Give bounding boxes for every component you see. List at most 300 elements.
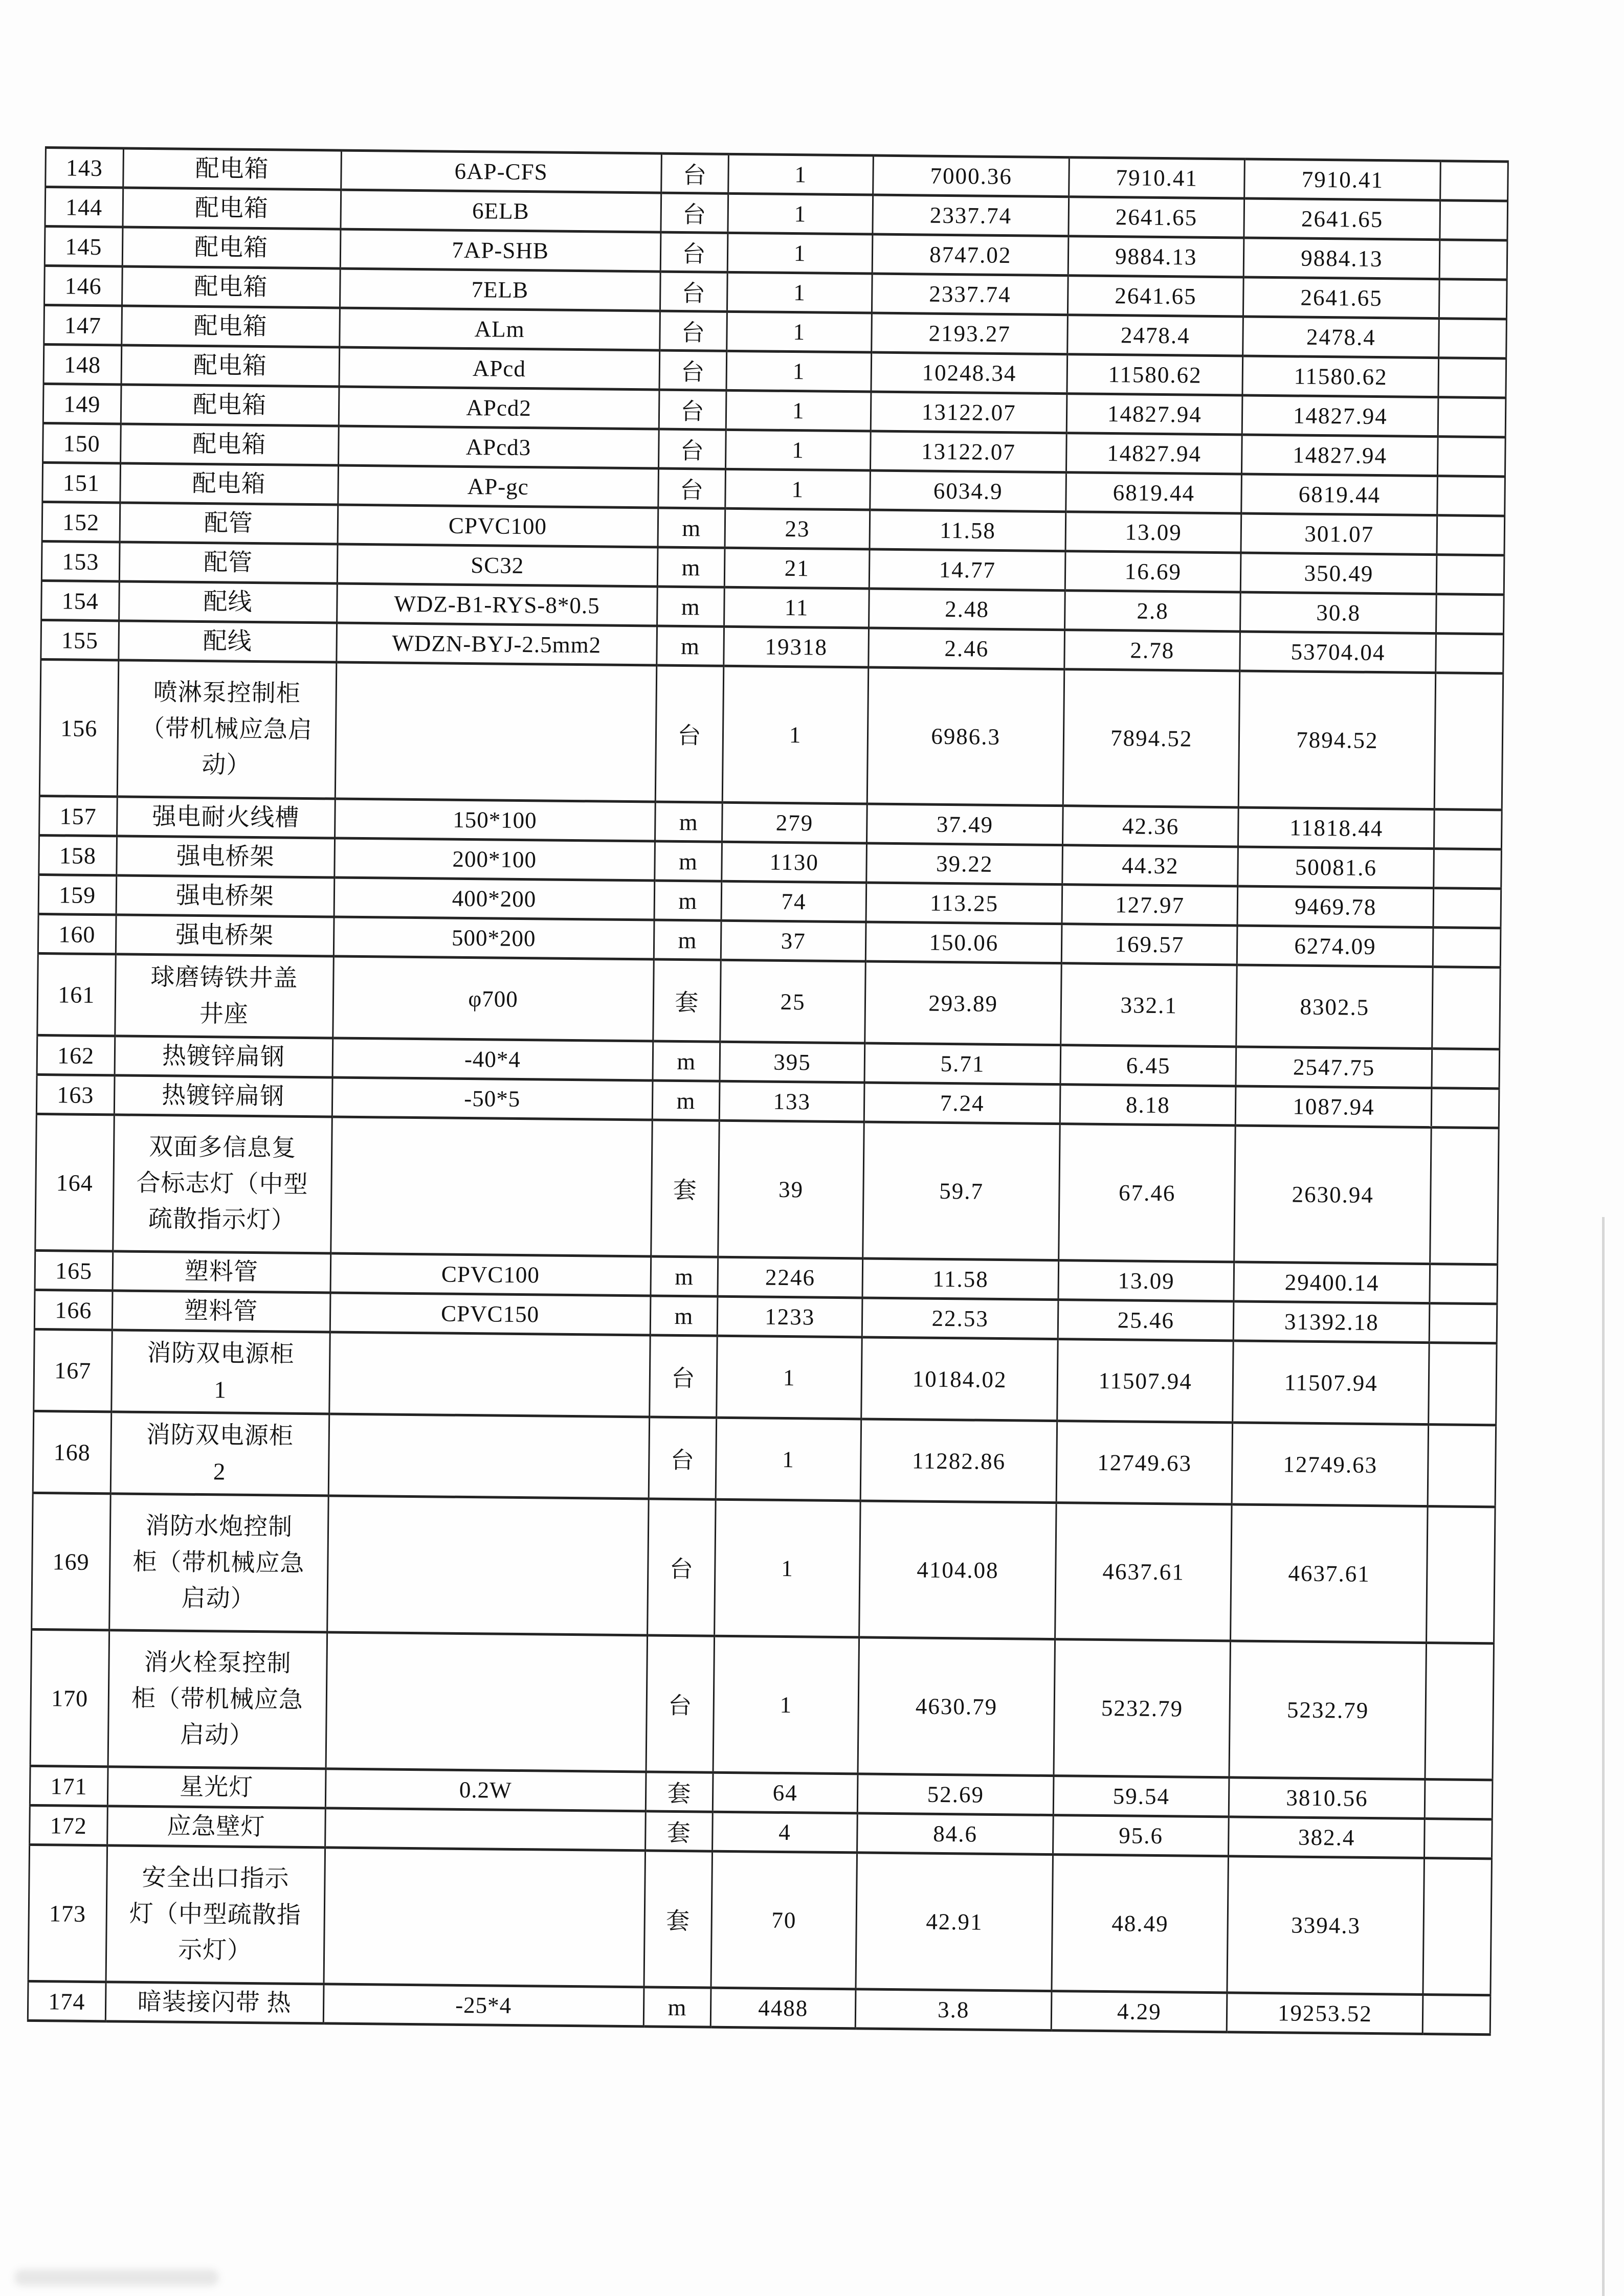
cell-qty: 1 — [727, 272, 873, 313]
cell-amount: 9469.78 — [1237, 886, 1434, 928]
cell-price-adj: 169.57 — [1062, 924, 1238, 965]
cell-spec: CPVC100 — [338, 505, 658, 547]
cell-spec: 6ELB — [340, 190, 661, 232]
table-row — [34, 1329, 1497, 1425]
cell-price: 10184.02 — [861, 1337, 1058, 1421]
cell-name: 配线 — [119, 581, 337, 623]
cell-price-adj: 2478.4 — [1067, 315, 1243, 356]
cell-name: 配电箱 — [122, 227, 341, 268]
cell-spec: AP-gc — [338, 465, 658, 508]
cell-qty: 21 — [724, 548, 870, 589]
cell-price: 13122.07 — [871, 431, 1067, 472]
cell-blank — [1439, 319, 1506, 358]
table-row — [30, 1629, 1494, 1780]
cell-name: 应急壁灯 — [107, 1806, 325, 1848]
cell-blank — [1423, 1858, 1492, 1995]
cell-no: 157 — [39, 796, 117, 836]
table-row — [28, 1844, 1492, 1995]
cell-blank — [1440, 161, 1508, 201]
cell-no: 153 — [41, 541, 119, 581]
cell-amount: 350.49 — [1241, 553, 1437, 594]
cell-no: 167 — [34, 1329, 112, 1411]
cell-price-adj: 11507.94 — [1057, 1339, 1234, 1423]
cell-blank — [1432, 1049, 1499, 1089]
cell-no: 150 — [43, 423, 121, 463]
cell-spec: WDZ-B1-RYS-8*0.5 — [337, 583, 657, 626]
cell-unit: m — [655, 802, 722, 842]
cell-unit: 套 — [651, 1120, 719, 1257]
cell-qty: 1233 — [717, 1296, 862, 1337]
cell-qty: 39 — [718, 1120, 864, 1258]
cell-qty: 1 — [727, 311, 872, 352]
cell-unit: 台 — [660, 232, 728, 272]
cell-name: 球磨铸铁井盖 井座 — [115, 954, 333, 1038]
cell-spec — [335, 662, 657, 802]
cell-price: 11.58 — [862, 1258, 1059, 1300]
cell-amount: 3394.3 — [1227, 1856, 1425, 1995]
cell-spec: 7AP-SHB — [340, 229, 661, 272]
cell-no: 159 — [38, 874, 116, 914]
cell-name: 消防双电源柜 2 — [110, 1412, 329, 1496]
cell-name: 配线 — [118, 621, 337, 662]
cell-price-adj: 16.69 — [1065, 551, 1241, 592]
cell-qty: 25 — [720, 960, 866, 1043]
cell-amount: 2547.75 — [1236, 1047, 1432, 1088]
cell-unit: 台 — [655, 665, 724, 802]
cell-price: 293.89 — [865, 961, 1062, 1045]
cell-spec: 200*100 — [334, 838, 655, 881]
cell-amount: 11818.44 — [1238, 807, 1435, 849]
cell-price-adj: 59.54 — [1054, 1776, 1230, 1817]
cell-qty: 1 — [716, 1417, 861, 1501]
cell-name: 配电箱 — [120, 424, 339, 465]
cell-price: 4104.08 — [859, 1501, 1057, 1639]
cell-price-adj: 4.29 — [1051, 1991, 1227, 2032]
cell-price-adj: 8.18 — [1060, 1085, 1236, 1126]
cell-price-adj: 14827.94 — [1066, 433, 1242, 474]
cell-blank — [1433, 928, 1501, 967]
cell-amount: 7894.52 — [1239, 671, 1436, 809]
cell-no: 147 — [44, 305, 122, 345]
cell-amount: 7910.41 — [1244, 159, 1441, 200]
cell-unit: 套 — [646, 1772, 713, 1812]
cell-price-adj: 2641.65 — [1068, 276, 1244, 317]
cell-spec: 150*100 — [335, 799, 655, 841]
cell-spec: 0.2W — [325, 1769, 646, 1811]
cell-no: 145 — [45, 227, 122, 266]
cell-qty: 37 — [721, 920, 866, 961]
cell-amount: 8302.5 — [1236, 965, 1433, 1049]
cell-name: 强电桥架 — [116, 875, 335, 917]
scan-smudge — [14, 2269, 219, 2286]
cell-name: 喷淋泵控制柜 （带机械应急启 动） — [117, 660, 337, 799]
cell-unit: m — [651, 1256, 718, 1296]
cell-unit: 套 — [653, 959, 721, 1042]
cell-blank — [1433, 888, 1501, 928]
cell-unit: 台 — [661, 193, 728, 233]
cell-unit: 台 — [649, 1335, 717, 1417]
cell-name: 配电箱 — [121, 306, 340, 347]
cell-price: 10248.34 — [871, 352, 1067, 394]
cell-qty: 1 — [717, 1336, 862, 1419]
cell-qty: 23 — [725, 508, 870, 549]
cell-amount: 4637.61 — [1231, 1504, 1428, 1643]
cell-qty: 1 — [728, 193, 873, 234]
table-row — [32, 1493, 1495, 1643]
cell-price: 2.48 — [869, 589, 1065, 630]
cell-no: 173 — [28, 1844, 107, 1982]
cell-blank — [1430, 1303, 1497, 1343]
cell-unit: 台 — [659, 311, 727, 351]
cell-blank — [1435, 673, 1503, 810]
cell-price-adj: 13.09 — [1065, 512, 1241, 553]
cell-blank — [1425, 1643, 1494, 1780]
cell-spec: -50*5 — [332, 1077, 653, 1120]
cell-blank — [1434, 849, 1501, 889]
cell-no: 172 — [30, 1805, 107, 1845]
cell-spec: WDZN-BYJ-2.5mm2 — [336, 623, 657, 665]
cell-spec: 7ELB — [340, 268, 660, 311]
cell-no: 164 — [35, 1114, 114, 1251]
cell-unit: 台 — [660, 272, 727, 311]
cell-spec: 500*200 — [333, 917, 654, 959]
cell-qty: 74 — [721, 881, 866, 922]
cell-price-adj: 48.49 — [1052, 1855, 1229, 1993]
cell-price-adj: 7894.52 — [1063, 669, 1240, 807]
cell-price-adj: 14827.94 — [1066, 394, 1242, 435]
cell-unit: m — [643, 1987, 711, 2027]
cell-spec — [329, 1332, 650, 1417]
cell-name: 配电箱 — [120, 463, 338, 505]
cell-spec: -40*4 — [332, 1038, 653, 1081]
cell-amount: 2641.65 — [1244, 198, 1440, 240]
cell-qty: 1 — [727, 233, 873, 274]
cell-name: 消火栓泵控制 柜（带机械应急 启动） — [108, 1630, 327, 1769]
cell-price-adj: 2.8 — [1065, 591, 1241, 632]
cell-unit: m — [657, 587, 724, 626]
cell-qty: 1 — [726, 351, 872, 392]
cell-qty: 279 — [722, 802, 867, 843]
cell-qty: 1 — [728, 154, 874, 195]
cell-qty: 4488 — [710, 1988, 856, 2029]
cell-no: 149 — [43, 384, 121, 423]
cell-name: 配电箱 — [123, 148, 341, 190]
cell-no: 158 — [39, 835, 117, 875]
cell-price: 7000.36 — [873, 155, 1070, 197]
cell-price: 39.22 — [866, 843, 1063, 885]
cell-unit: m — [650, 1296, 718, 1336]
cell-qty: 395 — [720, 1042, 865, 1083]
cell-price: 2.46 — [869, 628, 1065, 669]
cell-amount: 2641.65 — [1243, 277, 1440, 319]
cell-name: 强电桥架 — [116, 836, 335, 877]
cell-price: 84.6 — [857, 1813, 1054, 1855]
cell-unit: m — [654, 841, 722, 881]
cell-price-adj: 2641.65 — [1069, 197, 1244, 238]
cell-spec: 400*200 — [334, 877, 655, 920]
cell-name: 配电箱 — [121, 345, 340, 387]
cell-price: 59.7 — [863, 1122, 1060, 1260]
cell-price: 22.53 — [862, 1298, 1058, 1339]
cell-qty: 19318 — [724, 626, 869, 667]
cell-price-adj: 2.78 — [1064, 630, 1240, 671]
cell-name: 配管 — [119, 542, 338, 583]
cell-blank — [1436, 594, 1504, 634]
cell-no: 156 — [39, 659, 118, 796]
boq-items-table — [27, 146, 1509, 2036]
cell-price: 52.69 — [857, 1774, 1054, 1815]
cell-price: 2337.74 — [872, 274, 1069, 315]
cell-amount: 1087.94 — [1236, 1086, 1432, 1128]
cell-spec — [325, 1808, 646, 1851]
cell-price: 3.8 — [855, 1989, 1052, 2031]
cell-price: 11282.86 — [860, 1419, 1057, 1503]
cell-price-adj: 95.6 — [1053, 1815, 1229, 1856]
table-body — [28, 148, 1508, 2035]
cell-price: 6034.9 — [870, 470, 1066, 512]
cell-spec — [326, 1632, 648, 1772]
cell-blank — [1429, 1343, 1497, 1425]
cell-no: 144 — [45, 187, 123, 227]
cell-price: 113.25 — [866, 883, 1062, 924]
cell-price-adj: 6819.44 — [1066, 472, 1242, 513]
cell-price-adj: 5232.79 — [1054, 1639, 1231, 1777]
cell-qty: 1 — [726, 430, 871, 470]
cell-name: 热镀锌扁钢 — [114, 1075, 332, 1117]
cell-price-adj: 12749.63 — [1056, 1421, 1233, 1504]
cell-amount: 5232.79 — [1229, 1641, 1427, 1780]
cell-blank — [1437, 515, 1504, 555]
cell-amount: 3810.56 — [1229, 1777, 1426, 1819]
cell-spec — [327, 1496, 649, 1635]
cell-spec — [330, 1117, 652, 1256]
cell-no: 160 — [38, 914, 116, 954]
cell-name: 热镀锌扁钢 — [115, 1036, 333, 1077]
cell-unit: 台 — [646, 1635, 715, 1772]
cell-amount: 14827.94 — [1242, 435, 1438, 476]
cell-name: 配电箱 — [123, 188, 341, 229]
cell-price: 150.06 — [865, 922, 1062, 963]
cell-qty: 64 — [713, 1772, 858, 1813]
cell-spec: APcd2 — [339, 387, 659, 429]
cell-name: 配管 — [120, 503, 338, 544]
cell-unit: m — [654, 920, 721, 960]
cell-qty: 70 — [711, 1851, 857, 1989]
cell-blank — [1438, 397, 1506, 437]
cell-amount: 11507.94 — [1233, 1341, 1430, 1425]
table-row — [35, 1114, 1499, 1264]
cell-blank — [1439, 279, 1507, 319]
cell-no: 154 — [41, 580, 119, 620]
cell-name: 暗装接闪带 热 — [105, 1982, 324, 2023]
cell-price-adj: 9884.13 — [1068, 236, 1244, 277]
table-row — [37, 953, 1500, 1049]
cell-price-adj: 67.46 — [1059, 1124, 1236, 1262]
cell-qty: 1 — [722, 666, 869, 804]
cell-no: 161 — [37, 953, 116, 1036]
cell-spec: APcd3 — [338, 426, 659, 468]
cell-price: 5.71 — [864, 1043, 1061, 1085]
cell-blank — [1434, 809, 1502, 849]
cell-amount: 31392.18 — [1234, 1301, 1430, 1343]
cell-unit: m — [653, 1041, 720, 1081]
table-row — [33, 1411, 1496, 1506]
cell-blank — [1430, 1264, 1497, 1304]
cell-no: 163 — [36, 1074, 114, 1114]
cell-price-adj: 127.97 — [1062, 885, 1238, 926]
cell-spec: 6AP-CFS — [341, 150, 661, 193]
cell-blank — [1432, 967, 1500, 1049]
cell-price-adj: 42.36 — [1063, 806, 1239, 847]
scanner-edge-line — [1602, 1217, 1605, 2296]
cell-price: 2337.74 — [873, 195, 1069, 236]
cell-amount: 53704.04 — [1240, 632, 1436, 673]
cell-qty: 1 — [713, 1636, 859, 1774]
cell-blank — [1438, 437, 1505, 477]
cell-amount: 30.8 — [1240, 592, 1437, 634]
cell-price-adj: 6.45 — [1060, 1045, 1236, 1086]
cell-no: 152 — [42, 502, 120, 542]
cell-unit: 套 — [645, 1811, 713, 1851]
table-row — [39, 659, 1503, 809]
cell-unit: 台 — [658, 468, 725, 508]
cell-no: 146 — [45, 266, 122, 306]
cell-price: 13122.07 — [871, 392, 1067, 433]
cell-qty: 1 — [726, 390, 871, 431]
cell-amount: 11580.62 — [1242, 356, 1439, 397]
cell-blank — [1423, 1995, 1490, 2035]
cell-spec: CPVC100 — [330, 1253, 651, 1296]
cell-name: 双面多信息复 合标志灯（中型 疏散指示灯） — [113, 1115, 332, 1253]
cell-price: 11.58 — [870, 510, 1066, 551]
cell-blank — [1432, 1088, 1499, 1128]
cell-no: 148 — [43, 344, 121, 384]
cell-price: 37.49 — [867, 804, 1063, 845]
cell-amount: 29400.14 — [1234, 1262, 1430, 1303]
cell-unit: 台 — [661, 153, 728, 193]
cell-price: 2193.27 — [872, 313, 1068, 354]
cell-no: 143 — [46, 148, 123, 188]
cell-price-adj: 4637.61 — [1055, 1503, 1232, 1641]
cell-blank — [1436, 634, 1503, 673]
cell-unit: 套 — [644, 1851, 713, 1988]
cell-qty: 1 — [725, 469, 871, 510]
cell-price-adj: 7910.41 — [1069, 157, 1245, 198]
cell-blank — [1437, 476, 1505, 516]
cell-qty: 1130 — [722, 842, 867, 883]
cell-name: 强电桥架 — [116, 915, 334, 956]
cell-amount: 12749.63 — [1232, 1423, 1429, 1506]
cell-name: 消防双电源柜 1 — [111, 1330, 330, 1414]
cell-amount: 6819.44 — [1241, 474, 1438, 515]
cell-amount: 301.07 — [1241, 513, 1437, 555]
cell-blank — [1438, 358, 1506, 398]
cell-no: 168 — [33, 1411, 111, 1493]
cell-spec: -25*4 — [323, 1984, 644, 2027]
cell-price-adj: 13.09 — [1058, 1260, 1234, 1301]
cell-amount: 9884.13 — [1243, 238, 1440, 279]
cell-blank — [1425, 1819, 1492, 1859]
cell-price: 6986.3 — [867, 667, 1064, 806]
cell-qty: 1 — [715, 1499, 861, 1637]
cell-price: 42.91 — [856, 1853, 1053, 1991]
cell-price-adj: 332.1 — [1061, 963, 1237, 1047]
cell-price: 7.24 — [864, 1083, 1060, 1124]
cell-name: 星光灯 — [107, 1767, 326, 1808]
cell-name: 塑料管 — [113, 1251, 331, 1293]
cell-spec: APcd — [339, 347, 660, 390]
cell-no: 166 — [34, 1290, 112, 1330]
cell-no: 162 — [37, 1035, 115, 1075]
cell-no: 174 — [28, 1981, 105, 2021]
cell-unit: 台 — [647, 1499, 716, 1636]
cell-amount: 19253.52 — [1227, 1993, 1423, 2034]
cell-blank — [1428, 1425, 1496, 1507]
cell-amount: 382.4 — [1229, 1817, 1425, 1858]
cell-blank — [1430, 1128, 1499, 1265]
cell-spec — [324, 1848, 646, 1987]
cell-price-adj: 44.32 — [1062, 845, 1238, 886]
cell-unit: m — [652, 1081, 720, 1120]
cell-blank — [1427, 1506, 1495, 1644]
cell-amount: 6274.09 — [1237, 926, 1434, 967]
cell-unit: 台 — [649, 1417, 717, 1499]
cell-spec: CPVC150 — [330, 1293, 651, 1335]
cell-unit: m — [656, 626, 724, 666]
cell-unit: 台 — [659, 350, 727, 390]
cell-amount: 2630.94 — [1234, 1126, 1432, 1264]
cell-qty: 133 — [719, 1081, 864, 1122]
cell-name: 安全出口指示 灯（中型疏散指 示灯） — [106, 1845, 325, 1984]
cell-amount: 2478.4 — [1243, 317, 1439, 358]
cell-price-adj: 25.46 — [1058, 1300, 1234, 1341]
cell-no: 151 — [42, 462, 120, 502]
cell-amount: 14827.94 — [1242, 395, 1439, 437]
cell-spec: ALm — [339, 308, 660, 350]
cell-blank — [1440, 240, 1507, 280]
cell-unit: 台 — [659, 390, 726, 430]
cell-no: 171 — [30, 1766, 107, 1806]
cell-no: 169 — [32, 1493, 110, 1630]
cell-qty: 11 — [724, 587, 870, 628]
cell-no: 155 — [41, 620, 119, 660]
cell-blank — [1440, 200, 1507, 240]
cell-name: 配电箱 — [121, 385, 339, 426]
cell-spec — [328, 1414, 650, 1499]
cell-unit: m — [654, 881, 722, 920]
cell-price-adj: 11580.62 — [1067, 354, 1243, 395]
cell-qty: 4 — [713, 1812, 858, 1853]
cell-unit: m — [657, 547, 725, 587]
cell-blank — [1437, 555, 1504, 595]
cell-price: 14.77 — [869, 549, 1065, 591]
cell-unit: 台 — [658, 429, 726, 469]
cell-price: 4630.79 — [858, 1637, 1055, 1776]
cell-name: 配电箱 — [122, 266, 340, 308]
cell-spec: φ700 — [332, 956, 654, 1041]
cell-price: 8747.02 — [872, 234, 1069, 276]
cell-name: 强电耐火线槽 — [117, 797, 335, 838]
cell-name: 消防水炮控制 柜（带机械应急 启动） — [109, 1494, 328, 1632]
cell-no: 170 — [30, 1629, 109, 1766]
cell-unit: m — [658, 508, 725, 548]
cell-amount: 50081.6 — [1238, 847, 1434, 888]
cell-blank — [1425, 1780, 1493, 1819]
cell-spec: SC32 — [337, 544, 658, 587]
cell-qty: 2246 — [718, 1257, 863, 1298]
cell-name: 塑料管 — [112, 1291, 330, 1332]
cell-no: 165 — [35, 1250, 113, 1290]
